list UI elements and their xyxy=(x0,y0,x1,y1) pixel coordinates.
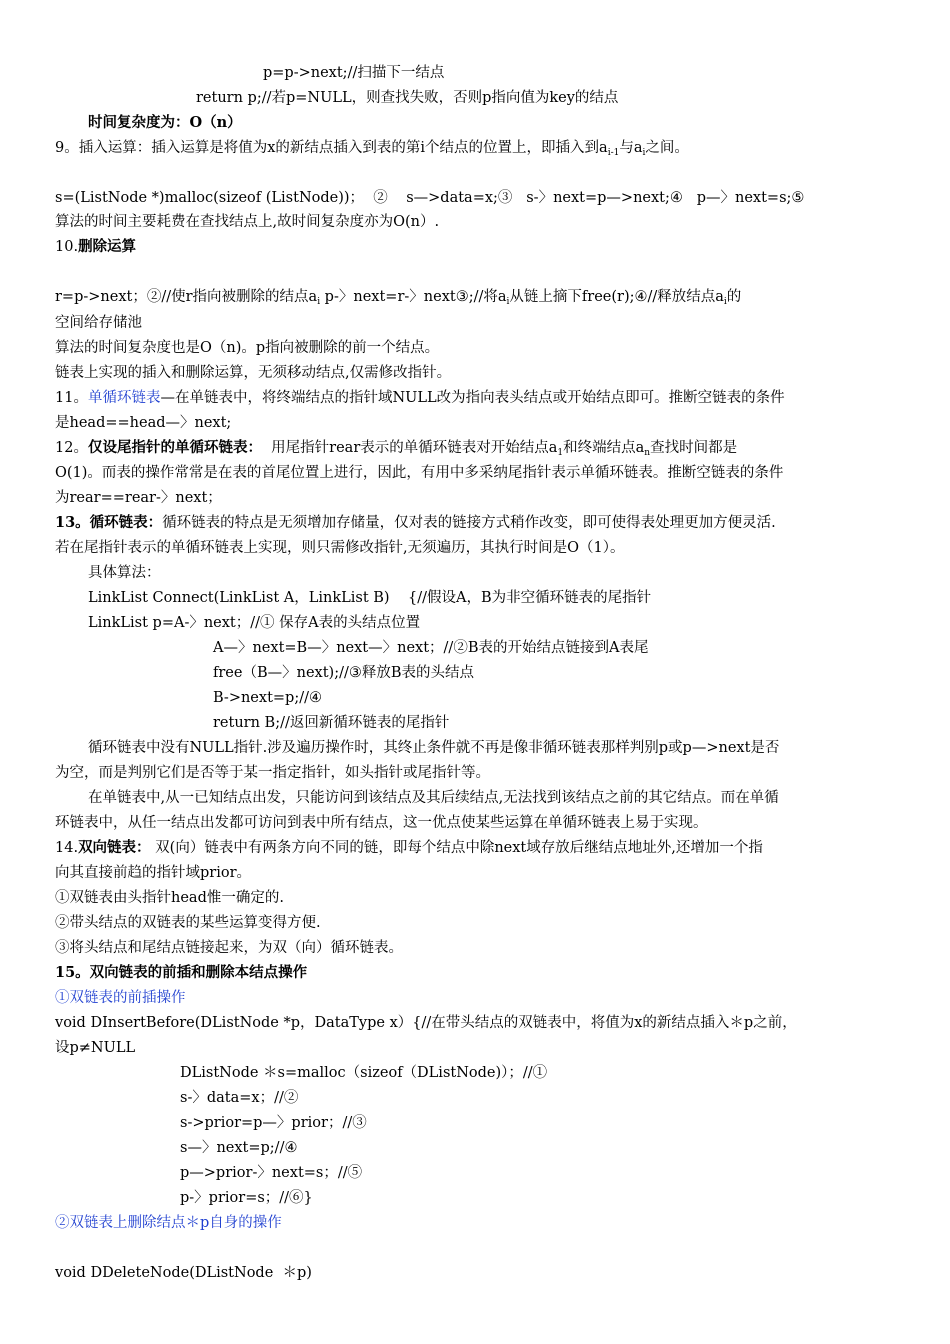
text-line: O(1)。而表的操作常常是在表的首尾位置上进行，因此，有用中多采纳尾指针表示单循环链表。推断空链表的条件 xyxy=(55,465,784,481)
section-heading: 10.删除运算 xyxy=(55,238,137,255)
code-line: s-〉data=x；//② xyxy=(180,1090,299,1106)
text-line: 算法的时间主要耗费在查找结点上,故时间复杂度亦为O(n）. xyxy=(55,214,440,230)
text-line: 空间给存储池 xyxy=(55,315,142,331)
code-line: LinkList p=A-〉next；//① 保存A表的头结点位置 xyxy=(88,615,421,631)
list-item: ②带头结点的双链表的某些运算变得方便. xyxy=(55,915,321,931)
code-line: p-〉prior=s；//⑥} xyxy=(180,1190,313,1206)
code-line: A—〉next=B—〉next—〉next；//②B表的开始结点链接到A表尾 xyxy=(213,640,649,656)
code-line: s->prior=p—〉prior；//③ xyxy=(180,1115,367,1131)
section-heading: 14.双向链表： 双(向）链表中有两条方向不同的链，即每个结点中除next域存放后继结点地址外,还增加一个指 xyxy=(55,839,763,856)
code-line: free（B—〉next);//③释放B表的头结点 xyxy=(213,665,475,681)
text-line: 若在尾指针表示的单循环链表上实现，则只需修改指针,无须遍历，其执行时间是O（1）。 xyxy=(55,540,625,556)
code-line: void DDeleteNode(DListNode ＊p) xyxy=(55,1265,312,1281)
list-item: ③将头结点和尾结点链接起来，为双（向）循环链表。 xyxy=(55,940,403,956)
text-line: 算法的时间复杂度也是O（n)。p指向被删除的前一个结点。 xyxy=(55,340,440,356)
text-line: 环链表中，从任一结点出发都可访问到表中所有结点，这一优点使某些运算在单循环链表上易于实现。 xyxy=(55,815,708,831)
code-line: s—〉next=p;//④ xyxy=(180,1140,298,1156)
text-line: 循环链表中没有NULL指针.涉及遍历操作时，其终止条件就不再是像非循环链表那样判别p或p—>next是否 xyxy=(88,740,780,756)
text-line: 链表上实现的插入和删除运算，无须移动结点,仅需修改指针。 xyxy=(55,365,452,381)
code-line: DListNode ＊s=malloc（sizeof（DListNode)）；//① xyxy=(180,1065,548,1081)
code-line: void DInsertBefore(DListNode *p，DataType x）{//在带头结点的双链表中，将值为x的新结点插入＊p之前， xyxy=(55,1015,797,1031)
section-heading: 11。单循环链表—在单链表中，将终端结点的指针域NULL改为指向表头结点或开始结点即可。推断空链表的条件 xyxy=(55,390,785,406)
code-line: return B;//返回新循环链表的尾指针 xyxy=(213,715,450,731)
text-line: 9。插入运算：插入运算是将值为x的新结点插入到表的第i个结点的位置上，即插入到$a_{i-1}$与$a_i$之间。 xyxy=(55,140,689,158)
text-line: 具体算法： xyxy=(88,565,161,581)
section-heading: 15。双向链表的前插和删除本结点操作 xyxy=(55,964,308,981)
code-line: s=(ListNode *)malloc(sizeof (ListNode))； ② s—>data=x;③ s-〉next=p—>next;④ p—〉next=s;⑤ xyxy=(55,190,805,206)
complexity-note: 时间复杂度为：O（n） xyxy=(88,114,242,131)
text-line: 在单链表中,从一已知结点出发，只能访问到该结点及其后续结点,无法找到该结点之前的其它结点。而在单循 xyxy=(88,790,779,806)
code-line: 设p≠NULL xyxy=(55,1040,136,1056)
code-line: B->next=p;//④ xyxy=(213,690,322,706)
code-line: r=p->next；②//使r指向被删除的结点$a_i$ p-〉next=r-〉next③;//将$a_i$从链上摘下free(r);④//释放结点$a_i$的 xyxy=(55,289,742,307)
section-heading: 13。循环链表：循环链表的特点是无须增加存储量，仅对表的链接方式稍作改变，即可使得表处理更加方便灵活. xyxy=(55,514,776,531)
code-line: p—>prior-〉next=s；//⑤ xyxy=(180,1165,363,1181)
text-line: 为rear==rear-〉next； xyxy=(55,490,222,506)
subsection-heading: ①双链表的前插操作 xyxy=(55,990,186,1006)
list-item: ①双链表由头指针head惟一确定的. xyxy=(55,890,284,906)
subsection-heading: ②双链表上删除结点＊p自身的操作 xyxy=(55,1215,282,1231)
section-heading: 12。仅设尾指针的单循环链表： 用尾指针rear表示的单循环链表对开始结点$a_1$和终端结点$a_n$查找时间都是 xyxy=(55,439,738,458)
text-line: 向其直接前趋的指针域prior。 xyxy=(55,865,252,881)
code-line: p=p->next;//扫描下一结点 xyxy=(263,65,445,81)
code-line: return p;//若p=NULL，则查找失败，否则p指向值为key的结点 xyxy=(196,90,619,106)
code-line: LinkList Connect(LinkList A，LinkList B) {//假设A，B为非空循环链表的尾指针 xyxy=(88,590,652,606)
text-line: 为空，而是判别它们是否等于某一指定指针，如头指针或尾指针等。 xyxy=(55,765,490,781)
text-line: 是head==head—〉next; xyxy=(55,415,232,431)
